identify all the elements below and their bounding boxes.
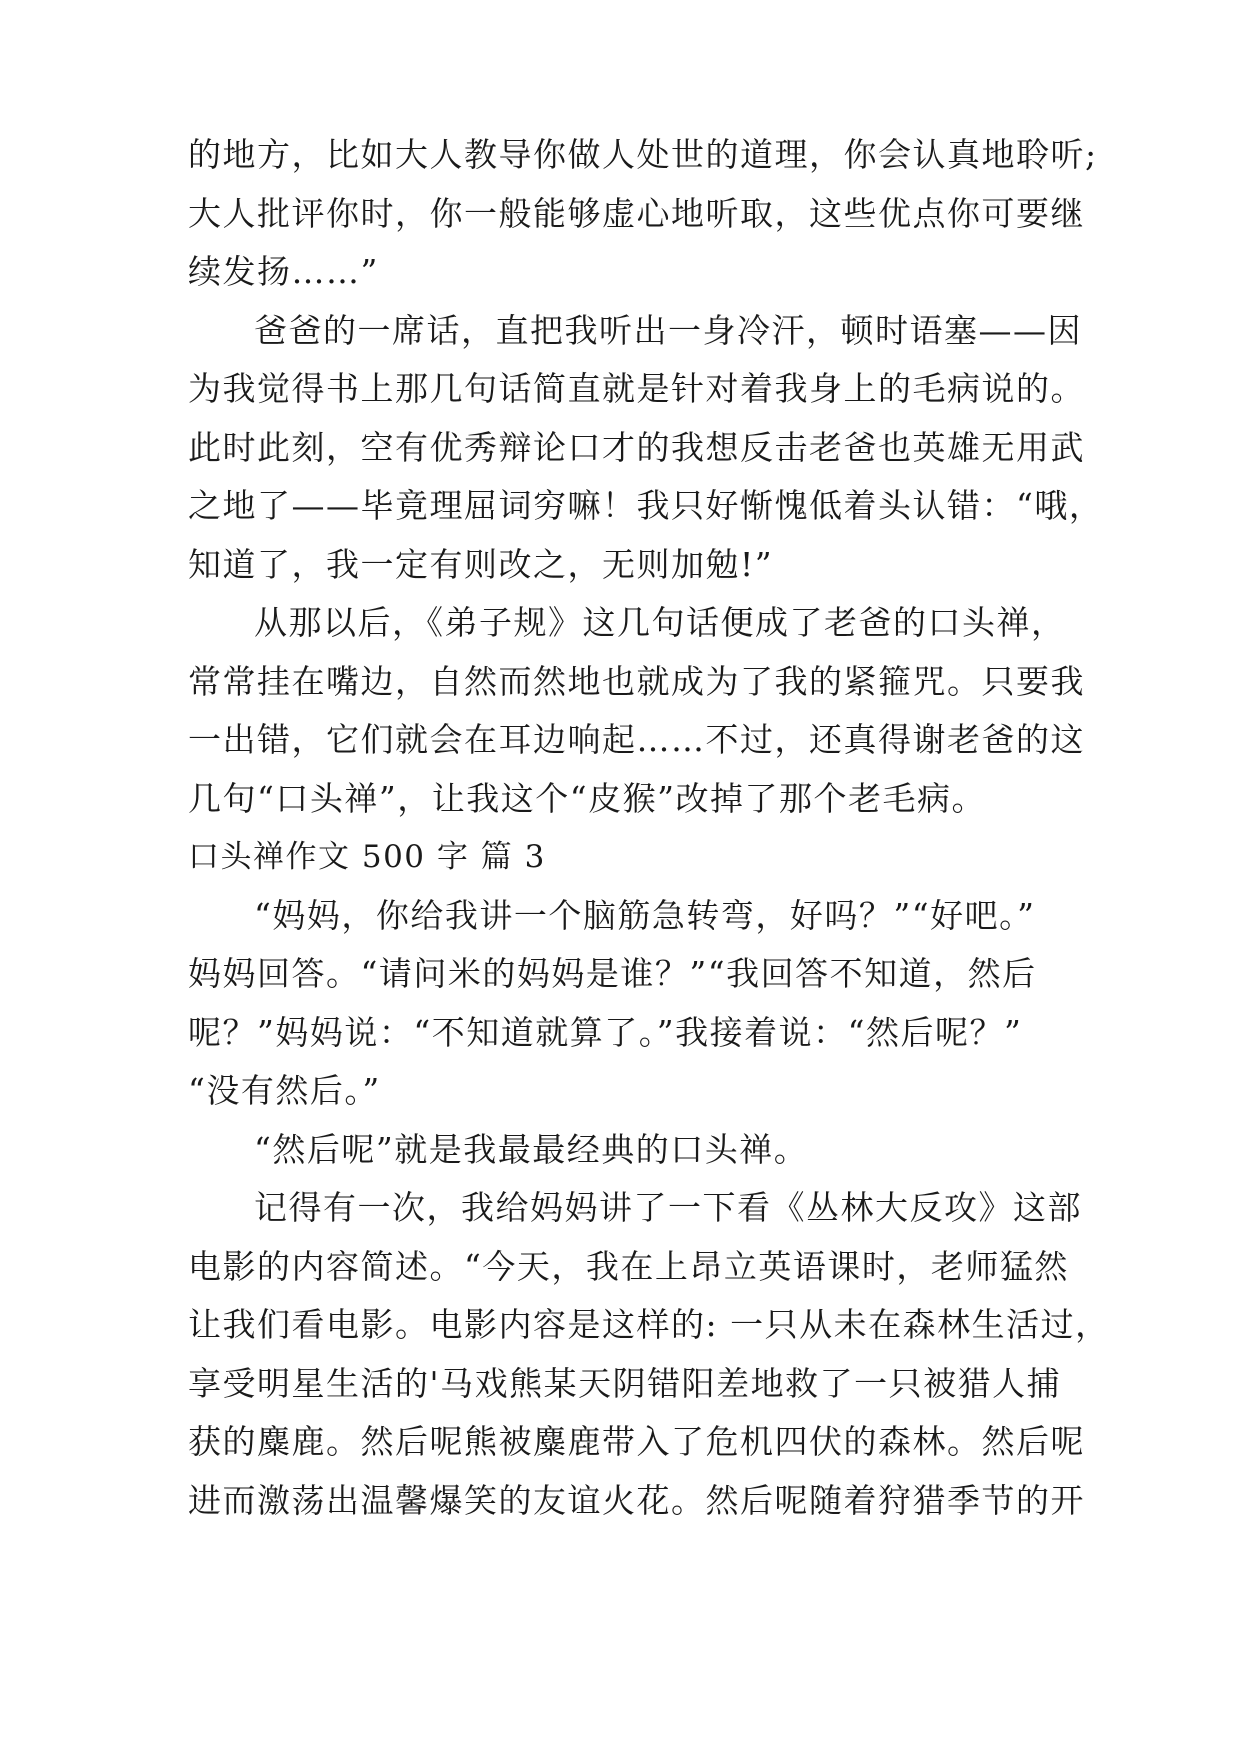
text-line: 记得有一次，我给妈妈讲了一下看《丛林大反攻》这部: [254, 1188, 1082, 1227]
text-line: 几句“口头禅”，让我这个“皮猴”改掉了那个老毛病。: [188, 778, 986, 818]
text-line: 让我们看电影。电影内容是这样的: 一只从未在森林生活过，: [188, 1305, 1110, 1344]
text-line: 享受明星生活的'马戏熊某天阴错阳差地救了一只被猎人捕: [188, 1363, 1062, 1403]
text-line: 常常挂在嘴边，自然而然地也就成为了我的紧箍咒。只要我: [188, 661, 1085, 701]
document-body: [188, 126, 1110, 1530]
text-line: 获的麋鹿。然后呢熊被麋鹿带入了危机四伏的森林。然后呢: [188, 1422, 1085, 1461]
text-line: 电影的内容简述。“今天，我在上昂立英语课时，老师猛然: [188, 1246, 1069, 1286]
text-line: 续发扬……”: [188, 252, 379, 291]
text-line: 进而激荡出温馨爆笑的友谊火花。然后呢随着狩猎季节的开: [188, 1480, 1085, 1520]
text-line: 呢？”妈妈说：“不知道就算了。”我接着说：“然后呢？”: [188, 1012, 1023, 1052]
text-line: 妈妈回答。“请问米的妈妈是谁？”“我回答不知道，然后: [188, 954, 1037, 993]
text-line: “妈妈，你给我讲一个脑筋急转弯，好吗？”“好吧。”: [254, 895, 1036, 935]
text-line: “然后呢”就是我最最经典的口头禅。: [254, 1129, 809, 1169]
text-line: 此时此刻，空有优秀辩论口才的我想反击老爸也英雄无用武: [188, 427, 1085, 467]
text-line: 的地方，比如大人教导你做人处世的道理，你会认真地聆听;: [188, 135, 1098, 174]
text-line: “没有然后。”: [188, 1071, 381, 1110]
text-line: 爸爸的一席话，直把我听出一身冷汗，顿时语塞——因: [254, 310, 1082, 350]
text-line: 一出错，它们就会在耳边响起……不过，还真得谢老爸的这: [188, 720, 1085, 759]
section-heading: 口头禅作文 500 字 篇 3: [188, 839, 546, 875]
text-line: 从那以后，《弟子规》这几句话便成了老爸的口头禅，: [254, 603, 1066, 642]
text-line: 大人批评你时，你一般能够虚心地听取，这些优点你可要继: [188, 193, 1085, 233]
text-line: 之地了——毕竟理屈词穷嘛！我只好惭愧低着头认错：“哦，: [188, 486, 1104, 525]
text-line: 为我觉得书上那几句话简直就是针对着我身上的毛病说的。: [188, 369, 1085, 408]
text-line: 知道了，我一定有则改之，无则加勉!”: [188, 544, 774, 584]
